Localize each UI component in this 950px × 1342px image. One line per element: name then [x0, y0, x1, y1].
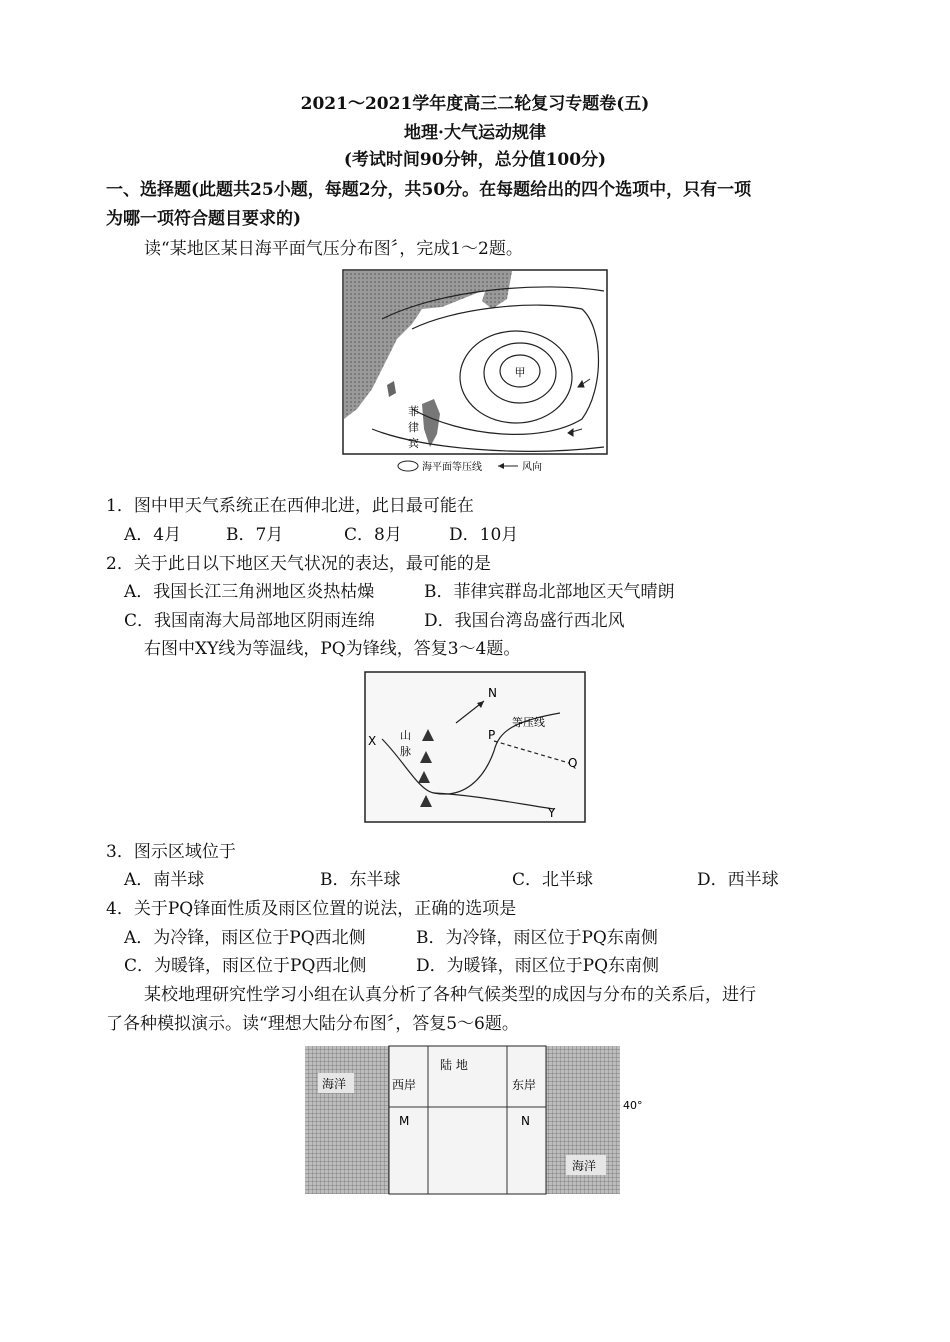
q3-option-d: D．西半球	[697, 870, 779, 890]
north-label: N	[488, 686, 497, 700]
place-label-2: 律	[408, 421, 419, 434]
intro-q5-6-line2: 了各种模拟演示。读“理想大陆分布图〞，答复5～6题。	[106, 1014, 519, 1034]
q1-option-d: D．10月	[449, 525, 519, 545]
isobar-legend-symbol	[398, 461, 418, 471]
q2-stem: 2．关于此日以下地区天气状况的表达，最可能的是	[106, 554, 491, 574]
q4-option-d: D．为暖锋，雨区位于PQ东南侧	[416, 956, 660, 976]
ocean-left-label: 海洋	[322, 1077, 347, 1091]
q3-option-a: A．南半球	[124, 870, 205, 890]
q4-option-b: B．为冷锋，雨区位于PQ东南侧	[416, 928, 658, 948]
q2-option-b: B．菲律宾群岛北部地区天气晴朗	[424, 582, 675, 602]
y-label: Y	[548, 806, 556, 820]
latitude-label: 40°	[623, 1099, 643, 1112]
intro-q1-2: 读“某地区某日海平面气压分布图〞，完成1～2题。	[144, 239, 523, 259]
place-label-3: 宾	[408, 437, 419, 450]
q1-option-b: B．7月	[226, 525, 284, 545]
place-label-1: 菲	[408, 405, 419, 418]
exam-subtitle: 地理·大气运动规律	[404, 123, 546, 143]
x-label: X	[368, 734, 377, 748]
continent-diagram	[304, 1045, 647, 1195]
q3-stem: 3．图示区域位于	[106, 842, 236, 862]
legend-wind: 风向	[522, 462, 542, 473]
system-center-label: 甲	[514, 366, 526, 379]
east-coast-label: 东岸	[512, 1078, 537, 1092]
n-label: N	[521, 1114, 530, 1128]
front-diagram	[364, 671, 586, 823]
q2-option-d: D．我国台湾岛盛行西北风	[424, 611, 625, 631]
q1-option-a: A．4月	[124, 525, 182, 545]
mountain-label-1: 山	[400, 729, 411, 742]
section-heading-cont: 为哪一项符合题目要求的)	[106, 209, 302, 229]
mountain-label-2: 脉	[400, 745, 411, 758]
intro-q5-6-line1: 某校地理研究性学习小组在认真分析了各种气候类型的成因与分布的关系后，进行	[144, 985, 756, 1005]
exam-info: (考试时间90分钟，总分值100分)	[343, 150, 607, 170]
pressure-map-figure	[342, 269, 608, 477]
isobar-label: 等压线	[512, 716, 545, 729]
section-heading: 一、选择题(此题共25小题，每题2分，共50分。在每题给出的四个选项中，只有一项	[106, 180, 752, 200]
legend-isobar: 海平面等压线	[422, 462, 482, 473]
q1-stem: 1．图中甲天气系统正在西伸北进，此日最可能在	[106, 496, 474, 516]
q1-option-c: C．8月	[344, 525, 402, 545]
q4-option-c: C．为暖锋，雨区位于PQ西北侧	[124, 956, 367, 976]
front-figure	[364, 671, 586, 823]
intro-q3-4: 右图中XY线为等温线，PQ为锋线，答复3～4题。	[144, 639, 521, 659]
q4-stem: 4．关于PQ锋面性质及雨区位置的说法，正确的选项是	[106, 899, 517, 919]
p-label: P	[488, 728, 496, 742]
q2-option-a: A．我国长江三角洲地区炎热枯燥	[124, 582, 375, 602]
m-label: M	[399, 1114, 410, 1128]
pressure-map	[342, 269, 608, 477]
land-label: 陆 地	[440, 1058, 468, 1072]
q4-option-a: A．为冷锋，雨区位于PQ西北侧	[124, 928, 366, 948]
q3-option-c: C．北半球	[512, 870, 594, 890]
ocean-left	[305, 1046, 389, 1194]
ocean-right-label: 海洋	[572, 1159, 597, 1173]
continent-figure	[304, 1045, 647, 1195]
q3-option-b: B．东半球	[320, 870, 401, 890]
west-coast-label: 西岸	[392, 1078, 417, 1092]
q-label: Q	[568, 756, 578, 770]
exam-title: 2021～2021学年度高三二轮复习专题卷(五)	[300, 94, 650, 114]
q2-option-c: C．我国南海大局部地区阴雨连绵	[124, 611, 376, 631]
